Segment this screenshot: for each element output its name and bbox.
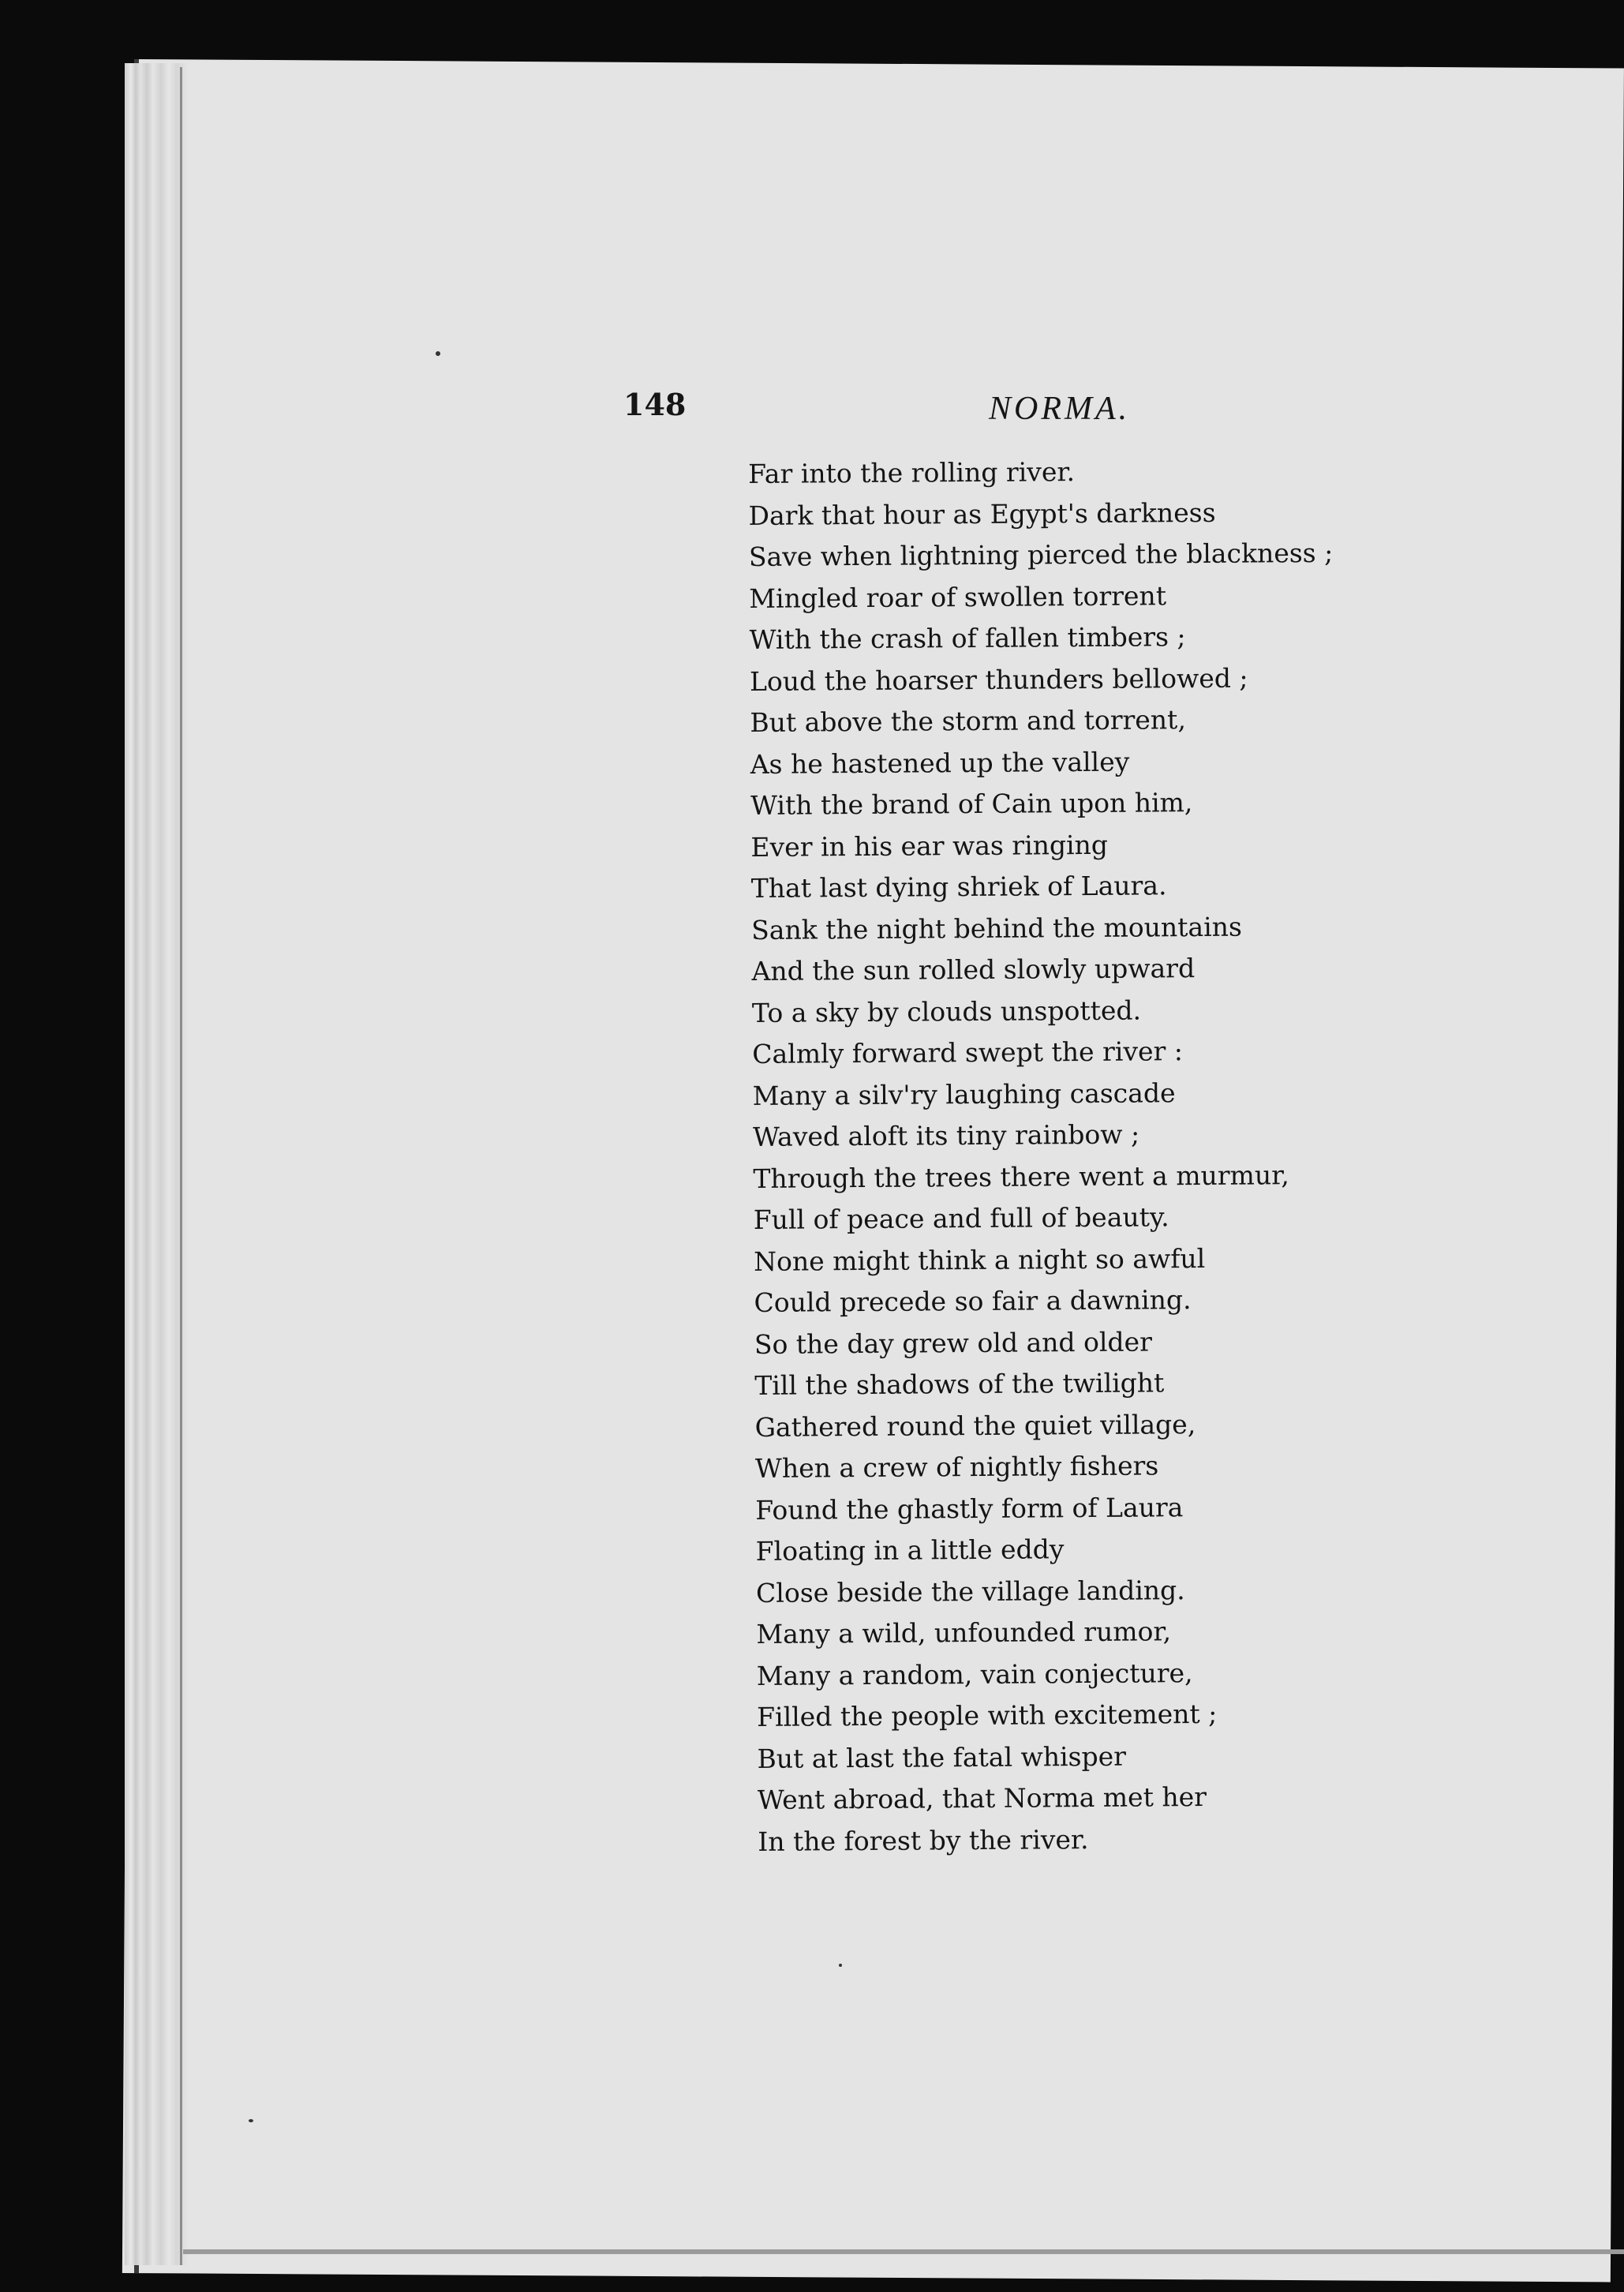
verse-line: Filled the people with excitement ; — [757, 1698, 1218, 1732]
verse-line: When a crew of nightly fishers — [754, 1450, 1159, 1484]
verse-line: Save when lightning pierced the blackness ; — [748, 537, 1334, 572]
verse-line: With the crash of fallen timbers ; — [749, 621, 1186, 655]
verse-line: To a sky by clouds unspotted. — [751, 994, 1142, 1028]
verse-line: Many a silv'ry laughing cascade — [752, 1077, 1176, 1111]
verse-line: Mingled roar of swollen torrent — [749, 579, 1167, 614]
speck — [839, 1964, 842, 1967]
verse-line: Could precede so fair a dawning. — [754, 1284, 1192, 1318]
verse-line: As he hastened up the valley — [750, 746, 1130, 780]
verse-line: Through the trees there went a murmur, — [753, 1159, 1289, 1194]
verse-line: Sank the night behind the mountains — [751, 911, 1243, 946]
verse-line: Dark that hour as Egypt's darkness — [748, 496, 1216, 531]
verse-line: Floating in a little eddy — [755, 1534, 1065, 1567]
speck — [436, 351, 440, 356]
verse-line: Ever in his ear was ringing — [750, 829, 1109, 863]
verse-text — [748, 450, 1342, 1863]
verse-line: In the forest by the river. — [758, 1823, 1089, 1857]
verse-line: Calmly forward swept the river : — [752, 1036, 1184, 1069]
verse-line: Close beside the village landing. — [755, 1574, 1185, 1609]
verse-line: That last dying shriek of Laura. — [750, 870, 1167, 904]
verse-line: Far into the rolling river. — [748, 456, 1076, 489]
verse-line: So the day grew old and older — [754, 1325, 1153, 1360]
page-number: 148 — [623, 387, 687, 422]
verse-line: Many a wild, unfounded rumor, — [756, 1616, 1172, 1650]
verse-line: None might think a night so awful — [754, 1242, 1206, 1277]
verse-line: And the sun rolled slowly upward — [751, 953, 1196, 987]
speck — [249, 2119, 253, 2122]
verse-line: Found the ghastly form of Laura — [755, 1491, 1184, 1526]
verse-line: Gathered round the quiet village, — [754, 1408, 1196, 1443]
book-gutter — [125, 63, 188, 2265]
verse-line: But above the storm and torrent, — [750, 704, 1186, 738]
verse-line: Went abroad, that Norma met her — [757, 1781, 1207, 1815]
verse-line: But at last the fatal whisper — [757, 1740, 1127, 1774]
verse-line: Till the shadows of the twilight — [754, 1367, 1165, 1401]
gutter-line — [180, 67, 182, 2265]
running-head: NORMA. — [989, 391, 1131, 427]
verse-line: Full of peace and full of beauty. — [753, 1201, 1169, 1235]
verse-line: Waved aloft its tiny rainbow ; — [752, 1118, 1140, 1152]
verse-line: With the brand of Cain upon him, — [750, 787, 1193, 821]
verse-line: Many a random, vain conjecture, — [756, 1657, 1193, 1691]
verse-line: Loud the hoarser thunders bellowed ; — [749, 662, 1248, 697]
page-bottom-edge — [183, 2249, 1624, 2254]
